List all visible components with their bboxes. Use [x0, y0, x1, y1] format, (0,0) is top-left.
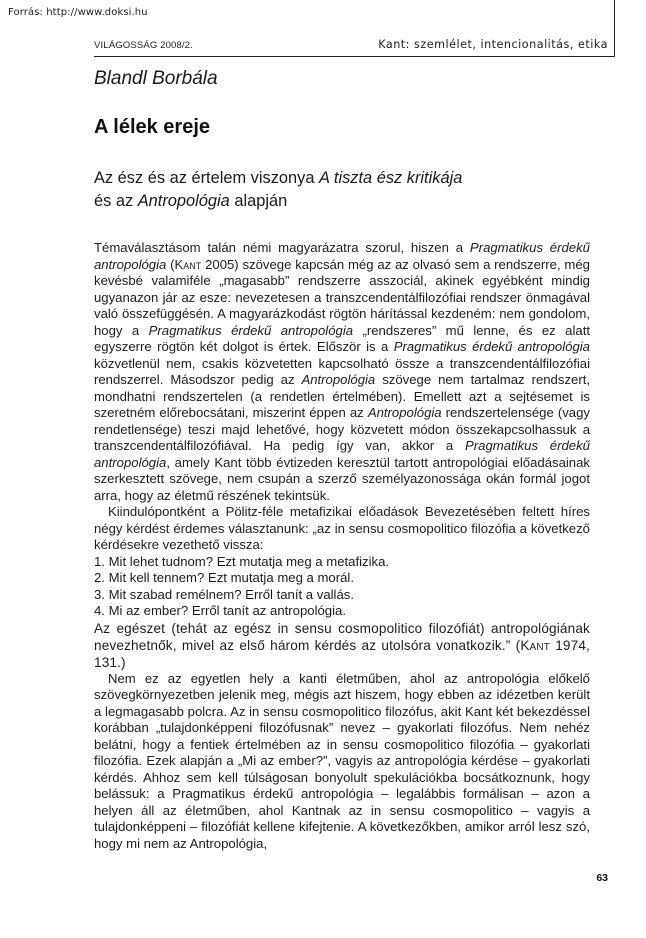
subtitle-part: és az [94, 192, 138, 210]
article-body [94, 240, 590, 852]
text-run: rendszertelensége (vagy rendetlensége) teszi majd lehetővé, hogy közvetett módon összekapcsolhassuk a transzcendentálfilozófiával. Ha pedig így van, akkor a [94, 405, 590, 453]
text-run: 2005) szövege kapcsán még az az olvasó sem a rendszerre, még kevésbé valamiféle „magasabb” rendszerre asszociál, akinek egyébként mindig ugyanazon jár az esze: nevezetesen a transzcendentálfilozófiai rendszer önmagával való összefüggésén. A magyarázkodást rögtön hárítással kezdeném: nem gondolom, hogy a [94, 256, 590, 338]
italic-title: Antropológia [301, 372, 376, 387]
text-run: szövege nem tartalmaz rendszert, mondhatni rendszertelen (a rendetlen értelmében). Emellett azt a sejtésemet is szeretném előrebocsátani, miszerint éppen az [94, 372, 590, 420]
paragraph-2: Kiindulópontként a Pölitz-féle metafizikai előadások Bevezetésében feltett híres négy kérdést érdemes választanunk: „az in sensu cosmopolitico filozófia a következő kérdésekre vezethető vissza: [94, 504, 590, 552]
page-number: 63 [596, 872, 608, 884]
article-title: A lélek ereje [94, 116, 211, 138]
paragraph-3 [94, 620, 590, 671]
article-subtitle [94, 167, 594, 213]
header-horizontal-rule [94, 56, 615, 57]
running-title: Kant: szemlélet, intencionalitás, etika [378, 38, 608, 51]
italic-title: Pragmatikus érdekű antropológia [148, 322, 354, 338]
citation-author: Kant [174, 256, 202, 272]
text-run: Témaválasztásom talán némi magyarázatra szorul, hiszen a [94, 240, 470, 255]
italic-title: Pragmatikus érdekű antropológia [94, 240, 590, 272]
paragraph-1 [94, 240, 590, 504]
source-label: Forrás: http://www.doksi.hu [8, 7, 148, 18]
text-run: közvetlenül nem, csakis közvetetten kapcsolható össze a transzcendentálfilozófiai rendszerrel. Másodszor pedig az [94, 355, 590, 387]
italic-title: Pragmatikus érdekű antropológia [393, 339, 590, 354]
subtitle-part: Az ész és az értelem viszonya [94, 169, 320, 187]
text-run: 1974, 131.) [94, 637, 590, 670]
question-2: 2. Mit kell tennem? Ezt mutatja meg a morál. [94, 570, 354, 585]
question-4: 4. Mi az ember? Erről tanít az antropológia. [94, 603, 346, 618]
paragraph-4: Nem ez az egyetlen hely a kanti életműben, ahol az antropológia előkelő szövegkörnyezetben jelenik meg, mégis azt hiszem, hogy ebben az idézetben került a legmagasabb polcra. Az in sensu cosmopolitico filozófus, akit Kant két bekezdéssel korábban „tulajdonképpeni filozófusnak” nevez – gyakorlati filozófus. Nem nehéz belátni, hogy a fentiek értelmében az in sensu cosmopolitico filozófia – gyakorlati filozófia. Ezek alapján a „Mi az ember?”, vagyis az antropológia kérdése – gyakorlati kérdés. Ahhoz sem kell túlságosan bonyolult spekulációkba bocsátkoznunk, hogy belássuk: a Pragmatikus érdekű antropológia – legalábbis formálisan – azon a helyen áll az életműben, ahol Kantnak az in sensu cosmopolitico – vagyis a tulajdonképpeni – filozófiát kellene kifejtenie. A következőkben, amikor arról lesz szó, hogy mi nem az Antropológia, [94, 670, 590, 851]
citation-author: Kant [520, 637, 551, 653]
question-3: 3. Mit szabad remélnem? Erről tanít a vallás. [94, 586, 355, 602]
subtitle-book-title: A tiszta ész kritikája [319, 169, 463, 187]
question-1: 1. Mit lehet tudnom? Ezt mutatja meg a metafizika. [94, 553, 390, 569]
subtitle-part: alapján [229, 192, 288, 210]
text-run: , amely Kant több évtizeden keresztül tartott antropológiai előadásainak szerkesztett szövege, nem csupán a szerző személyazonossága okán formál jogot arra, hogy az életmű részének tekintsük. [94, 454, 590, 503]
italic-title: Pragmatikus érdekű antropológia [94, 438, 590, 470]
author-name: Blandl Borbála [94, 68, 218, 89]
header-vertical-rule [614, 0, 615, 56]
journal-issue: VILÁGOSSÁG 2008/2. [94, 40, 193, 51]
text-run: Az egészet (tehát az egész in sensu cosmopolitico filozófiát) antropológiának nevezhetnők, mivel az első három kérdés az utolsóra vonatkozik.” ( [94, 620, 590, 653]
italic-title: Antropológia [367, 405, 442, 420]
subtitle-book-title: Antropológia [137, 192, 230, 210]
text-run: „rendszeres” mű lenne, és ez alatt egyszerre rögtön két dolgot is értek. Először is a [94, 322, 590, 354]
text-run: ( [166, 256, 175, 272]
